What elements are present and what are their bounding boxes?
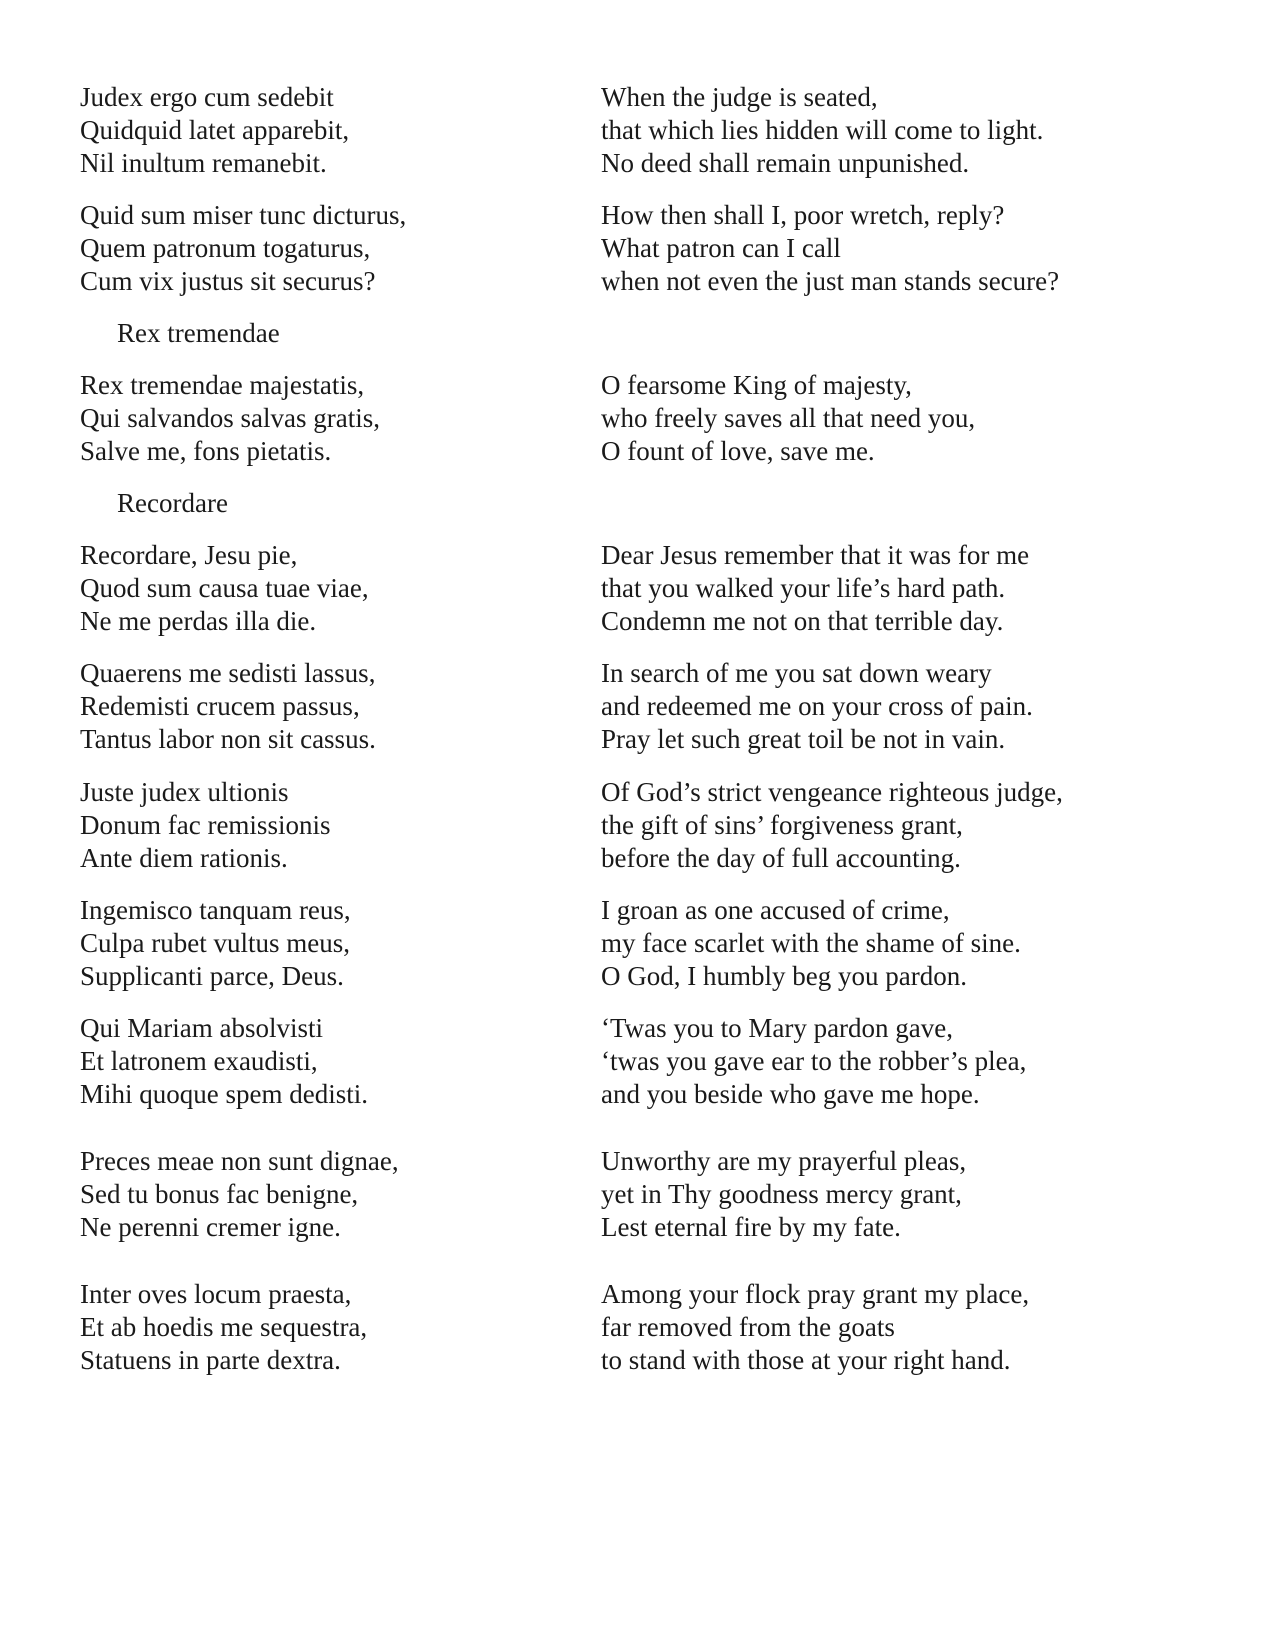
- latin-verse: [80, 539, 369, 638]
- english-line: my face scarlet with the shame of sine.: [601, 928, 1021, 958]
- english-line: when not even the just man stands secure?: [601, 266, 1060, 296]
- latin-line: Rex tremendae majestatis,: [80, 370, 365, 400]
- latin-line: Ne perenni cremer igne.: [80, 1212, 341, 1242]
- english-verse: [601, 199, 1059, 298]
- latin-line: Culpa rubet vultus meus,: [80, 928, 350, 958]
- english-line: In search of me you sat down weary: [601, 658, 992, 688]
- english-line: O fount of love, save me.: [601, 436, 875, 466]
- english-line: who freely saves all that need you,: [601, 403, 976, 433]
- english-line: ‘Twas you to Mary pardon gave,: [601, 1013, 954, 1043]
- english-line: Unworthy are my prayerful pleas,: [601, 1146, 967, 1176]
- latin-line: Nil inultum remanebit.: [80, 148, 327, 178]
- english-line: I groan as one accused of crime,: [601, 895, 950, 925]
- latin-verse: [80, 657, 376, 756]
- english-line: Condemn me not on that terrible day.: [601, 606, 1004, 636]
- latin-line: Qui salvandos salvas gratis,: [80, 403, 380, 433]
- english-line: Of God’s strict vengeance righteous judge,: [601, 777, 1063, 807]
- section-heading: Rex tremendae: [117, 318, 280, 348]
- english-verse: [601, 894, 1021, 993]
- latin-line: Cum vix justus sit securus?: [80, 266, 376, 296]
- english-line: the gift of sins’ forgiveness grant,: [601, 810, 963, 840]
- latin-line: Supplicanti parce, Deus.: [80, 961, 344, 991]
- english-line: that which lies hidden will come to light.: [601, 115, 1044, 145]
- latin-line: Sed tu bonus fac benigne,: [80, 1179, 359, 1209]
- latin-line: Tantus labor non sit cassus.: [80, 724, 376, 754]
- english-verse: [601, 81, 1043, 180]
- latin-line: Judex ergo cum sedebit: [80, 82, 334, 112]
- english-line: that you walked your life’s hard path.: [601, 573, 1006, 603]
- english-line: No deed shall remain unpunished.: [601, 148, 970, 178]
- latin-line: Donum fac remissionis: [80, 810, 331, 840]
- english-verse: [601, 1012, 1026, 1111]
- english-verse: [601, 1278, 1029, 1377]
- latin-verse: [80, 1012, 368, 1111]
- english-line: ‘twas you gave ear to the robber’s plea,: [601, 1046, 1027, 1076]
- latin-line: Mihi quoque spem dedisti.: [80, 1079, 368, 1109]
- latin-verse: [80, 894, 351, 993]
- english-verse: [601, 1145, 966, 1244]
- english-line: O God, I humbly beg you pardon.: [601, 961, 967, 991]
- english-line: How then shall I, poor wretch, reply?: [601, 200, 1005, 230]
- latin-line: Qui Mariam absolvisti: [80, 1013, 323, 1043]
- latin-line: Preces meae non sunt dignae,: [80, 1146, 399, 1176]
- english-line: Among your flock pray grant my place,: [601, 1279, 1030, 1309]
- latin-line: Recordare, Jesu pie,: [80, 540, 298, 570]
- english-line: O fearsome King of majesty,: [601, 370, 912, 400]
- latin-line: Ne me perdas illa die.: [80, 606, 317, 636]
- latin-line: Quidquid latet apparebit,: [80, 115, 350, 145]
- english-line: Pray let such great toil be not in vain.: [601, 724, 1006, 754]
- latin-line: Ante diem rationis.: [80, 843, 288, 873]
- latin-line: Salve me, fons pietatis.: [80, 436, 332, 466]
- english-line: and redeemed me on your cross of pain.: [601, 691, 1033, 721]
- section-heading: Recordare: [117, 488, 228, 518]
- latin-line: Quem patronum togaturus,: [80, 233, 371, 263]
- english-line: What patron can I call: [601, 233, 841, 263]
- english-line: to stand with those at your right hand.: [601, 1345, 1011, 1375]
- latin-line: Juste judex ultionis: [80, 777, 289, 807]
- latin-verse: [80, 81, 349, 180]
- latin-line: Quid sum miser tunc dicturus,: [80, 200, 407, 230]
- english-verse: [601, 657, 1033, 756]
- latin-verse: [80, 1145, 399, 1244]
- latin-line: Quaerens me sedisti lassus,: [80, 658, 376, 688]
- latin-verse: [80, 1278, 367, 1377]
- latin-line: Et ab hoedis me sequestra,: [80, 1312, 368, 1342]
- latin-verse: [80, 776, 330, 875]
- latin-verse: [80, 369, 380, 468]
- latin-line: Ingemisco tanquam reus,: [80, 895, 351, 925]
- latin-line: Inter oves locum praesta,: [80, 1279, 352, 1309]
- english-line: Lest eternal fire by my fate.: [601, 1212, 901, 1242]
- latin-verse: [80, 199, 406, 298]
- latin-line: Quod sum causa tuae viae,: [80, 573, 369, 603]
- english-line: When the judge is seated,: [601, 82, 878, 112]
- english-verse: [601, 776, 1063, 875]
- latin-line: Statuens in parte dextra.: [80, 1345, 341, 1375]
- latin-line: Redemisti crucem passus,: [80, 691, 360, 721]
- english-line: before the day of full accounting.: [601, 843, 961, 873]
- english-verse: [601, 369, 975, 468]
- english-line: far removed from the goats: [601, 1312, 895, 1342]
- latin-line: Et latronem exaudisti,: [80, 1046, 318, 1076]
- english-line: Dear Jesus remember that it was for me: [601, 540, 1030, 570]
- english-line: and you beside who gave me hope.: [601, 1079, 980, 1109]
- english-line: yet in Thy goodness mercy grant,: [601, 1179, 962, 1209]
- english-verse: [601, 539, 1029, 638]
